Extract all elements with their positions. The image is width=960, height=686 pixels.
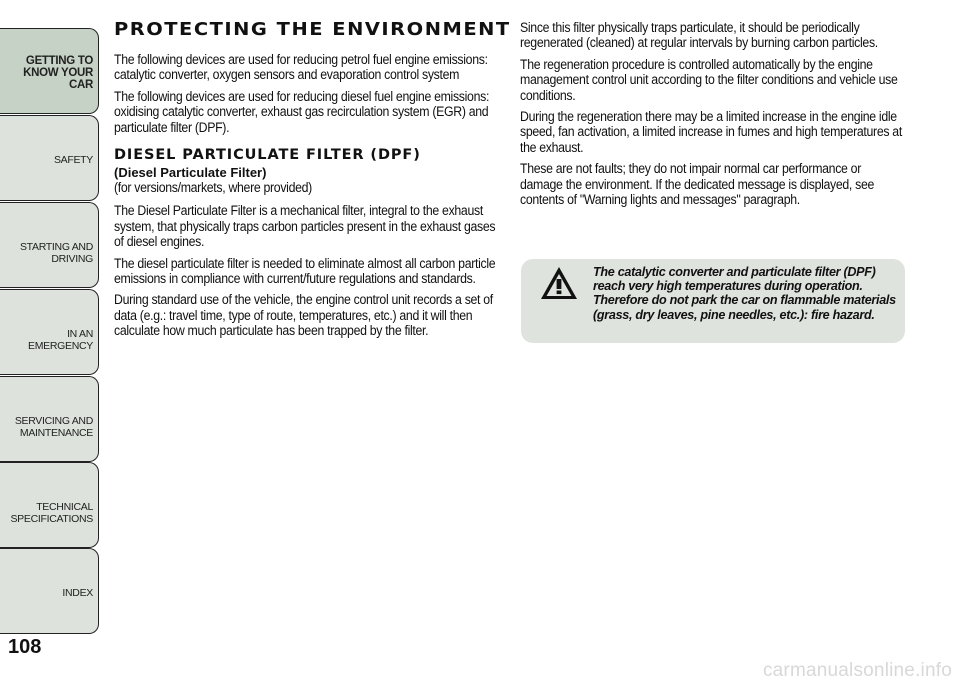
- tab-label: INDEX: [62, 587, 93, 599]
- paragraph-regeneration-effects: During the regeneration there may be a limited increase in the engine idle speed, fan activation, a limited increase in fumes and high temperatures at the exhaust.: [520, 109, 902, 155]
- tab-label: STARTING AND DRIVING: [19, 241, 93, 265]
- tab-servicing-and-maintenance[interactable]: [0, 376, 99, 462]
- tab-label: SAFETY: [53, 154, 93, 166]
- watermark: carmanualsonline.info: [762, 660, 952, 681]
- tab-getting-to-know-your-car[interactable]: [0, 28, 99, 114]
- page-number: 108: [8, 636, 42, 658]
- left-column: [114, 19, 511, 345]
- paragraph-dpf-description: The Diesel Particulate Filter is a mechanical filter, integral to the exhaust system, that physically traps carbon particles present in the exhaust gases of diesel engines.: [114, 203, 496, 250]
- paragraph-not-faults: These are not faults; they do not impair normal car performance or damage the environment. If the dedicated message is displayed, see contents of "Warning lights and messages" paragraph.: [520, 161, 875, 208]
- tab-starting-and-driving[interactable]: [0, 202, 99, 288]
- paragraph-regeneration: Since this filter physically traps particulate, it should be periodically regenerated (cleaned) at regular intervals by burning carbon particles.: [520, 20, 878, 51]
- right-column: [520, 20, 908, 213]
- tab-index[interactable]: [0, 548, 99, 634]
- paragraph-petrol-emissions: The following devices are used for reducing petrol fuel engine emissions: catalytic converter, oxygen sensors and evaporation control system: [114, 52, 488, 83]
- tab-label: GETTING TO KNOW YOUR CAR: [23, 55, 93, 91]
- tab-label: IN AN EMERGENCY: [28, 328, 93, 352]
- paragraph-dpf-need: The diesel particulate filter is needed to eliminate almost all carbon particle emissions in compliance with current/future regulations and standards.: [114, 255, 496, 287]
- dpf-subtitle: (Diesel Particulate Filter): [114, 165, 267, 181]
- section-title: PROTECTING THE ENVIRONMENT: [114, 19, 511, 40]
- warning-text: The catalytic converter and particulate filter (DPF) reach very high temperatures during operation. Therefore do not park the car on flammable materials (grass, dry leaves, pine needles, etc.): fire hazard.: [593, 265, 896, 322]
- tab-technical-specifications[interactable]: [0, 462, 99, 548]
- warning-box: [521, 259, 905, 343]
- paragraph-dpf-data: During standard use of the vehicle, the engine control unit records a set of data (e.g.: travel time, type of route, temperatures, etc.) and it will then calculate how much particulate has been trapped by the filter.: [114, 292, 493, 339]
- tab-label: TECHNICAL SPECIFICATIONS: [10, 501, 93, 525]
- dpf-availability-note: (for versions/markets, where provided): [114, 180, 312, 196]
- tab-label: SERVICING AND MAINTENANCE: [14, 415, 93, 439]
- tab-in-an-emergency[interactable]: [0, 289, 99, 375]
- dpf-title: DIESEL PARTICULATE FILTER (DPF): [114, 147, 421, 164]
- tab-safety[interactable]: [0, 115, 99, 201]
- paragraph-regeneration-control: The regeneration procedure is controlled automatically by the engine management control unit according to the filter conditions and vehicle use conditions.: [520, 56, 898, 103]
- paragraph-diesel-emissions: The following devices are used for reducing diesel fuel engine emissions: oxidising catalytic converter, exhaust gas recirculation system (EGR) and particulate filter (DPF).: [114, 88, 490, 135]
